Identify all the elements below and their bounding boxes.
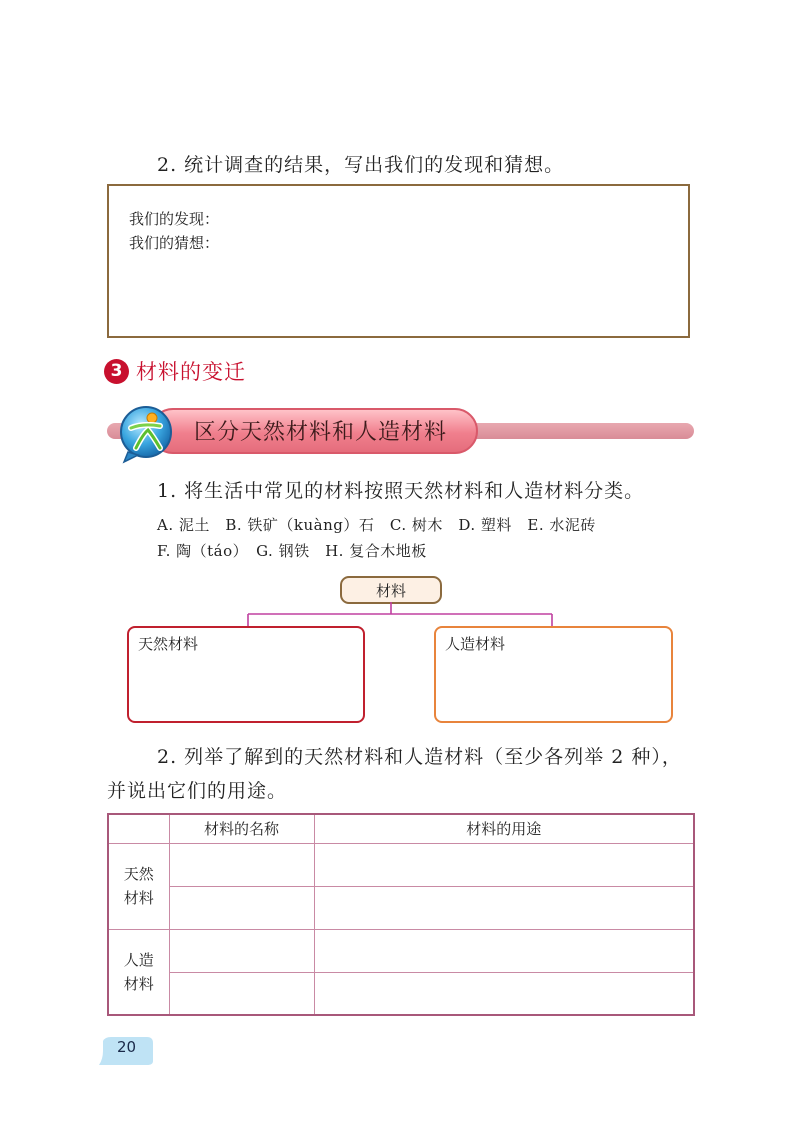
natural-name-cell-2[interactable] [169,886,314,929]
table-row [108,972,694,1015]
options-line-2: F. 陶（táo） G. 钢铁 H. 复合木地板 [157,542,427,560]
row-label-natural-line-2: 材料 [123,889,154,907]
findings-box[interactable] [107,184,690,338]
list-question-line-1: 2. 列举了解到的天然材料和人造材料（至少各列举 2 种）， [157,746,682,768]
materials-usage-table [107,813,695,1016]
natural-materials-box[interactable] [127,626,365,723]
list-question-line-2: 并说出它们的用途。 [107,780,288,802]
guesses-label: 我们的猜想： [129,234,220,252]
header-material-use: 材料的用途 [314,814,694,843]
header-material-name: 材料的名称 [169,814,314,843]
natural-materials-label: 天然材料 [138,635,199,653]
natural-use-cell-1[interactable] [314,843,694,886]
table-header-row [108,814,694,843]
artificial-name-cell-1[interactable] [169,929,314,972]
row-label-artificial-line-1: 人造 [123,950,154,969]
table-row [108,886,694,929]
findings-label: 我们的发现： [129,210,220,228]
section-heading [104,356,246,386]
artificial-materials-label: 人造材料 [445,635,506,653]
artificial-use-cell-2[interactable] [314,972,694,1015]
table-corner-cell [108,814,169,843]
section-number: 3 [104,359,129,384]
classify-question: 1. 将生活中常见的材料按照天然材料和人造材料分类。 [157,480,645,502]
activity-person-icon [116,404,178,466]
natural-use-cell-2[interactable] [314,886,694,929]
table-row [108,929,694,972]
section-title: 材料的变迁 [136,360,246,384]
natural-name-cell-1[interactable] [169,843,314,886]
survey-question: 2. 统计调查的结果，写出我们的发现和猜想。 [157,154,565,176]
table-row [108,843,694,886]
tree-connector-lines [240,602,560,628]
activity-title: 区分天然材料和人造材料 [194,420,448,445]
materials-root-node: 材料 [340,576,442,604]
row-label-natural [108,843,169,929]
row-label-natural-line-1: 天然 [123,865,154,883]
artificial-materials-box[interactable] [434,626,673,723]
artificial-name-cell-2[interactable] [169,972,314,1015]
page-number: 20 [117,1038,137,1056]
options-line-1: A. 泥土 B. 铁矿（kuàng）石 C. 树木 D. 塑料 E. 水泥砖 [157,516,596,534]
row-label-artificial-line-2: 材料 [123,974,154,993]
artificial-use-cell-1[interactable] [314,929,694,972]
row-label-artificial [108,929,169,1015]
